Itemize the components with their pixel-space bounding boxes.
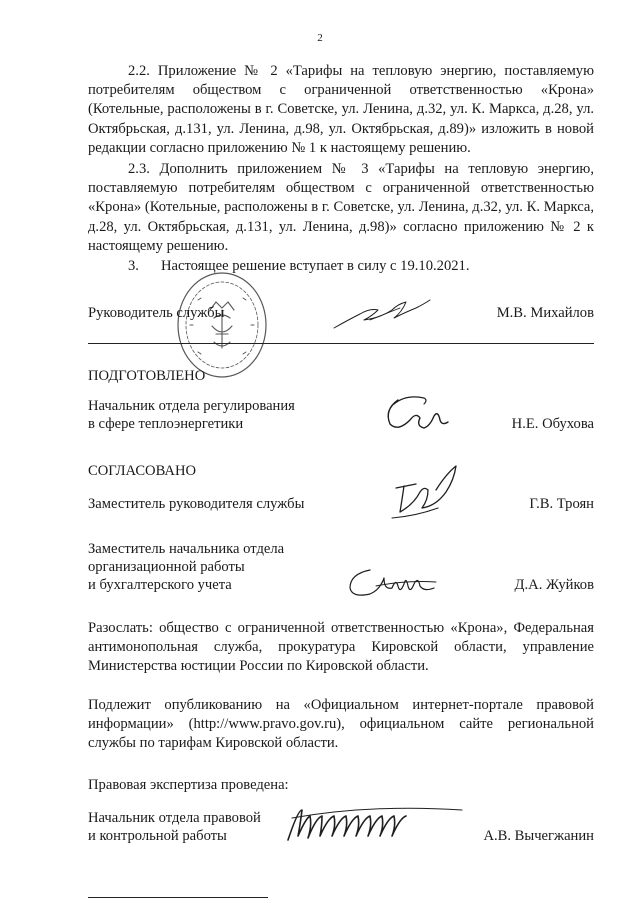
agreed-position-2-line-3: и бухгалтерского учета [88,577,232,593]
head-name: М.В. Михайлов [496,305,594,321]
divider-line [88,343,594,344]
clause-2-2 [88,62,594,158]
clause-number: 2.2. [128,63,150,79]
agreed-position-2-line-2: организационной работы [88,559,245,575]
clause-number: 3. [128,258,139,274]
agreed-name-2: Д.А. Жуйков [514,577,594,593]
head-signature-mark [330,292,440,336]
clause-number: 2.3. [128,161,150,177]
page-number: 2 [317,32,323,44]
prepared-name: Н.Е. Обухова [511,416,594,432]
legal-review-position-line-2: и контрольной работы [88,828,227,844]
prepared-position-line-2: в сфере теплоэнергетики [88,416,244,432]
clause-text: Дополнить приложением № 3 «Тарифы на тепловую энергию, поставляемую потребителям обществом с ограниченной ответственностью «Крона» (Котельные, расположены в г. Советске, ул. Ленина, д.32, ул. К. Маркса, д.28, ул. Октябрьская, д.131, ул. Ленина, д.98)» согласно приложению № 2 к настоящему решению. [88,161,594,254]
publication-note: Подлежит опубликованию на «Официальном интернет-портале правовой информации» (http://www.pravo.gov.ru), официальном сайте региональной службы по тарифам Кировской области. [88,697,594,752]
legal-review-name: А.В. Вычегжанин [483,828,594,844]
agreed-signature-mark-2 [346,562,456,602]
agreed-position-1: Заместитель руководителя службы [88,496,305,512]
prepared-heading: ПОДГОТОВЛЕНО [88,368,206,384]
agreed-signature-mark-1 [386,458,476,528]
legal-review-heading: Правовая экспертиза проведена: [88,777,289,793]
clause-text: Настоящее решение вступает в силу с 19.10.2021. [160,258,470,274]
head-position: Руководитель службы [88,305,225,321]
prepared-position-line-1: Начальник отдела регулирования [88,398,295,414]
clause-text: Приложение № 2 «Тарифы на тепловую энергию, поставляемую потребителям обществом с ограниченной ответственностью «Крона» (Котельные, расположены в г. Советске, ул. Ленина, д.32, ул. К. Маркса, д.28, ул. Октябрьская, д.131, ул. Ленина, д.98, ул. Октябрьская, д.89)» изложить в новой редакции согласно приложению № 1 к настоящему решению. [88,63,595,156]
agreed-position-2-line-1: Заместитель начальника отдела [88,541,285,557]
agreed-name-1: Г.В. Троян [529,496,594,512]
official-seal [176,270,268,380]
legal-review-signature-mark [282,800,472,850]
agreed-heading: СОГЛАСОВАНО [88,463,197,479]
distribution-list: Разослать: общество с ограниченной ответственностью «Крона», Федеральная антимонопольная служба, прокуратура Кировской области, управление Министерства юстиции России по Кировской области. [88,620,594,675]
legal-review-position-line-1: Начальник отдела правовой [88,810,261,826]
footnote-line [88,897,268,898]
prepared-signature-mark [380,390,450,436]
clause-2-3 [88,160,594,256]
